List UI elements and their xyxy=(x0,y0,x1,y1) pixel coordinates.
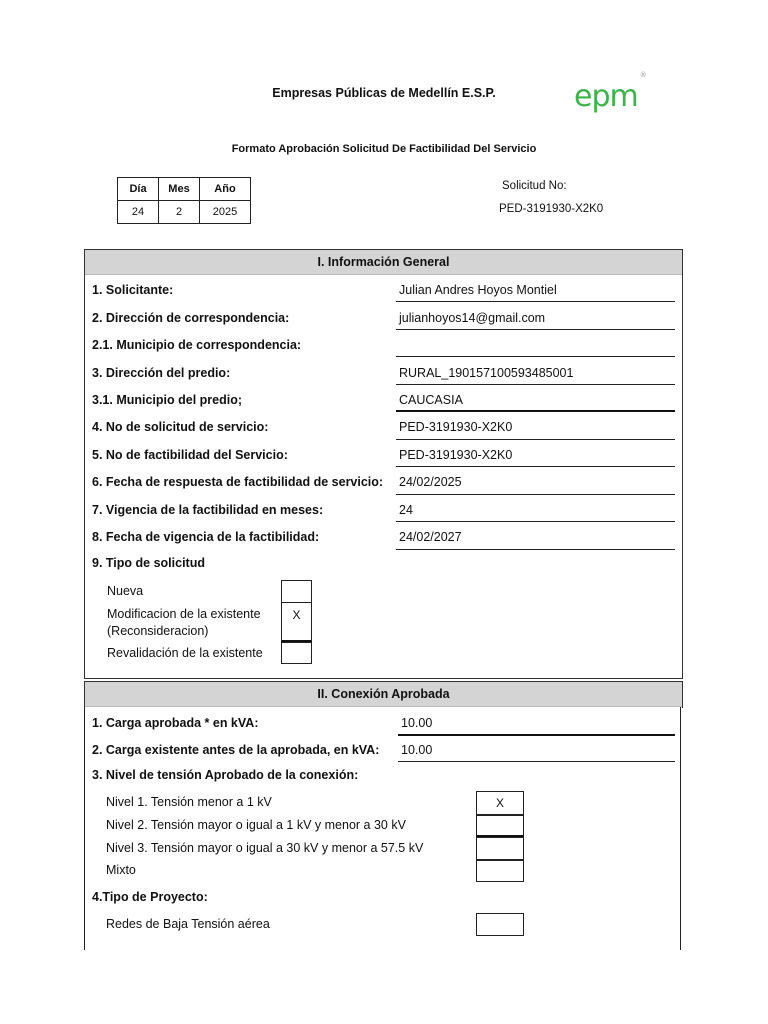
section-right-border xyxy=(680,707,681,950)
nivel-option-1-label: Nivel 1. Tensión menor a 1 kV xyxy=(106,795,272,809)
field-value-fecha-respuesta: 24/02/2025 xyxy=(399,475,462,489)
field-label-municipio-predio: 3.1. Municipio del predio; xyxy=(92,393,243,407)
checkbox-modificacion[interactable]: X xyxy=(281,602,312,642)
field-label-carga-aprobada: 1. Carga aprobada * en kVA: xyxy=(92,716,259,730)
checkbox-revalidacion[interactable] xyxy=(281,642,312,664)
field-label-direccion-correspondencia: 2. Dirección de correspondencia: xyxy=(92,311,290,325)
tipo-option-revalidacion-label: Revalidación de la existente xyxy=(107,646,263,660)
checkbox-redes-baja[interactable] xyxy=(476,913,524,936)
nivel-option-mixto-label: Mixto xyxy=(106,863,136,877)
field-value-direccion-predio: RURAL_190157100593485001 xyxy=(399,366,574,380)
section-conexion-aprobada-title: II. Conexión Aprobada xyxy=(85,682,682,707)
checkbox-mixto[interactable] xyxy=(476,860,524,882)
field-underline xyxy=(396,494,675,495)
field-label-vigencia-meses: 7. Vigencia de la factibilidad en meses: xyxy=(92,503,324,517)
document-title: Formato Aprobación Solicitud De Factibilidad Del Servicio xyxy=(231,143,537,155)
field-underline xyxy=(396,384,675,385)
field-underline xyxy=(396,521,675,522)
field-underline xyxy=(396,439,675,440)
field-underline xyxy=(396,549,675,550)
field-label-direccion-predio: 3. Dirección del predio: xyxy=(92,366,231,380)
field-label-carga-existente: 2. Carga existente antes de la aprobada, en kVA: xyxy=(92,743,380,757)
tipo-option-nueva-label: Nueva xyxy=(107,584,144,598)
proyecto-option-redes-baja-label: Redes de Baja Tensión aérea xyxy=(106,917,270,931)
epm-logo xyxy=(574,71,647,114)
nivel-option-2-label: Nivel 2. Tensión mayor o igual a 1 kV y menor a 30 kV xyxy=(106,818,406,832)
tipo-proyecto-label: 4.Tipo de Proyecto: xyxy=(92,890,208,904)
field-underline xyxy=(398,734,675,736)
field-underline xyxy=(396,410,675,412)
checkbox-nueva[interactable] xyxy=(281,580,312,603)
field-label-no-factibilidad: 5. No de factibilidad del Servicio: xyxy=(92,448,288,462)
field-underline xyxy=(396,466,675,467)
field-label-fecha-vigencia: 8. Fecha de vigencia de la factibilidad: xyxy=(92,530,320,544)
field-underline xyxy=(398,761,675,762)
date-day-label: Día xyxy=(118,178,159,201)
field-value-carga-aprobada: 10.00 xyxy=(401,716,433,730)
tipo-option-modificacion-label: Modificacion de la existente xyxy=(107,607,261,621)
tipo-solicitud-label: 9. Tipo de solicitud xyxy=(92,556,205,570)
company-name-text: Empresas Públicas de Medellín E.S.P. xyxy=(272,86,496,100)
section-general-info-title: I. Información General xyxy=(85,250,682,275)
field-underline xyxy=(396,301,675,302)
checkbox-nivel-1[interactable]: X xyxy=(476,791,524,815)
date-year-label: Año xyxy=(200,178,251,201)
checkbox-nivel-2[interactable] xyxy=(476,815,524,837)
date-table xyxy=(117,177,251,224)
field-value-vigencia-meses: 24 xyxy=(399,503,413,517)
date-month-value: 2 xyxy=(159,201,200,224)
date-day-value: 24 xyxy=(118,201,159,224)
field-value-solicitante: Julian Andres Hoyos Montiel xyxy=(399,283,557,297)
field-label-municipio-correspondencia: 2.1. Municipio de correspondencia: xyxy=(92,338,302,352)
field-label-no-solicitud: 4. No de solicitud de servicio: xyxy=(92,420,269,434)
date-month-label: Mes xyxy=(159,178,200,201)
solicitud-value: PED-3191930-X2K0 xyxy=(499,203,604,215)
field-value-carga-existente: 10.00 xyxy=(401,743,433,757)
nivel-option-3-label: Nivel 3. Tensión mayor o igual a 30 kV y menor a 57.5 kV xyxy=(106,841,424,855)
field-label-fecha-respuesta: 6. Fecha de respuesta de factibilidad de servicio: xyxy=(92,475,384,489)
solicitud-label: Solicitud No: xyxy=(502,180,567,192)
field-value-no-factibilidad: PED-3191930-X2K0 xyxy=(399,448,513,462)
section-left-border xyxy=(84,707,85,950)
checkbox-nivel-3[interactable] xyxy=(476,837,524,860)
field-underline xyxy=(396,356,675,357)
nivel-tension-label: 3. Nivel de tensión Aprobado de la conexión: xyxy=(92,768,359,782)
logo-text: epm xyxy=(574,79,638,114)
field-value-municipio-predio: CAUCASIA xyxy=(399,393,463,407)
tipo-option-modificacion-label2: (Reconsideracion) xyxy=(107,624,209,638)
field-value-direccion-correspondencia: julianhoyos14@gmail.com xyxy=(399,311,546,325)
field-label-solicitante: 1. Solicitante: xyxy=(92,283,174,297)
field-underline xyxy=(396,329,675,330)
company-name xyxy=(0,86,768,100)
section-conexion-aprobada xyxy=(84,681,683,708)
date-header-row xyxy=(118,178,251,201)
field-value-fecha-vigencia: 24/02/2027 xyxy=(399,530,462,544)
date-year-value: 2025 xyxy=(200,201,251,224)
field-value-no-solicitud: PED-3191930-X2K0 xyxy=(399,420,513,434)
registered-mark: ® xyxy=(639,71,647,79)
date-value-row xyxy=(118,201,251,224)
